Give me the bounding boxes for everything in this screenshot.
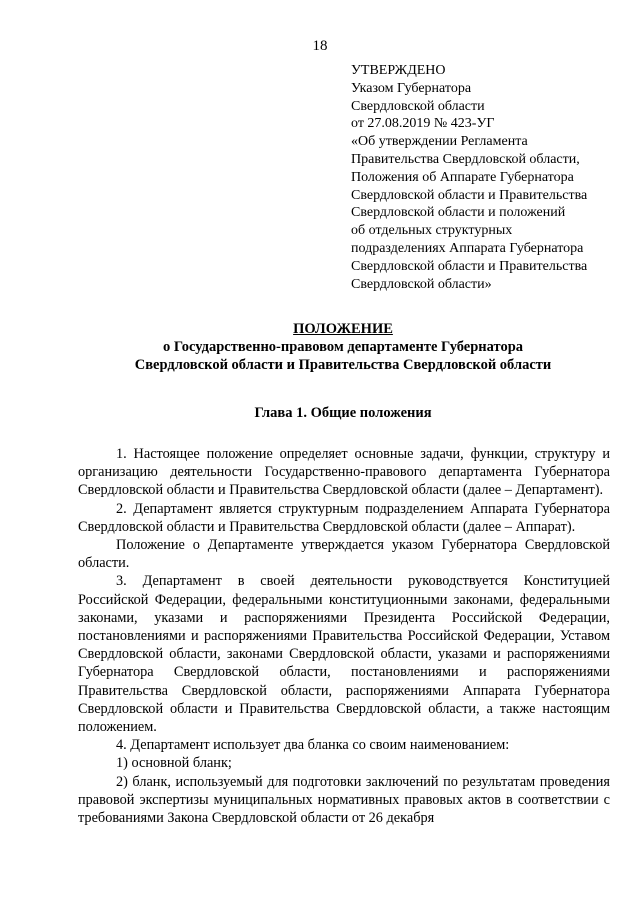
title-line-1: ПОЛОЖЕНИЕ bbox=[293, 321, 393, 337]
paragraph: 4. Департамент использует два бланка со своим наименованием: bbox=[116, 737, 510, 754]
approval-line: подразделениях Аппарата Губернатора bbox=[351, 240, 584, 256]
document-body bbox=[78, 445, 610, 827]
title-line-2: о Государственно-правовом департаменте Губернатора bbox=[162, 339, 524, 355]
approval-line: Свердловской области» bbox=[351, 276, 492, 292]
paragraph: Положение о Департаменте утверждается указом Губернатора Свердловской области. bbox=[78, 537, 610, 572]
paragraph: 2. Департамент является структурным подразделением Аппарата Губернатора Свердловской области и Правительства Свердловской области (далее – Аппарат). bbox=[78, 500, 610, 535]
approval-line: Положения об Аппарате Губернатора bbox=[351, 169, 574, 185]
approval-line: Свердловской области и Правительства bbox=[351, 187, 588, 203]
paragraph: 1) основной бланк; bbox=[116, 755, 232, 772]
approval-line: «Об утверждении Регламента bbox=[351, 134, 528, 150]
approval-stamp bbox=[351, 62, 621, 293]
approval-line: Свердловской области и положений bbox=[351, 205, 566, 221]
approval-line: Указом Губернатора bbox=[351, 80, 472, 96]
document-title bbox=[78, 320, 608, 374]
chapter-heading: Глава 1. Общие положения bbox=[254, 405, 432, 421]
paragraph: 1. Настоящее положение определяет основные задачи, функции, структуру и организацию деятельности Государственно-правового департамента Губернатора Свердловской области и Правительства Свердловской области (далее – Департамент). bbox=[78, 446, 610, 499]
approval-line: от 27.08.2019 № 423-УГ bbox=[351, 116, 495, 132]
paragraph: 3. Департамент в своей деятельности руководствуется Конституцией Российской Федерации, федеральными конституционными законами, федеральными законами, указами и распоряжениями Президента Российской Федерации, постановлениями и распоряжениями Правительства Российской Федерации, Уставом Свердловской области, законами Свердловской области, указами и распоряжениями Губернатора Свердловской области, постановлениями и распоряжениями Правительства Свердловской области, распоряжениями Аппарата Губернатора Свердловской области и Правительства Свердловской области, а также настоящим положением. bbox=[78, 573, 610, 736]
paragraph: 2) бланк, используемый для подготовки заключений по результатам проведения правовой экспертизы муниципальных нормативных правовых актов в соответствии с требованиями Закона Свердловской области от 26 декабря bbox=[78, 773, 610, 827]
approval-line: Правительства Свердловской области, bbox=[351, 151, 580, 167]
approval-line: УТВЕРЖДЕНО bbox=[351, 63, 446, 78]
approval-line: Свердловской области bbox=[351, 98, 485, 114]
title-line-3: Свердловской области и Правительства Свердловской области bbox=[134, 357, 552, 373]
page-number: 18 bbox=[312, 38, 328, 54]
approval-line: Свердловской области и Правительства bbox=[351, 258, 588, 274]
approval-line: об отдельных структурных bbox=[351, 223, 513, 239]
